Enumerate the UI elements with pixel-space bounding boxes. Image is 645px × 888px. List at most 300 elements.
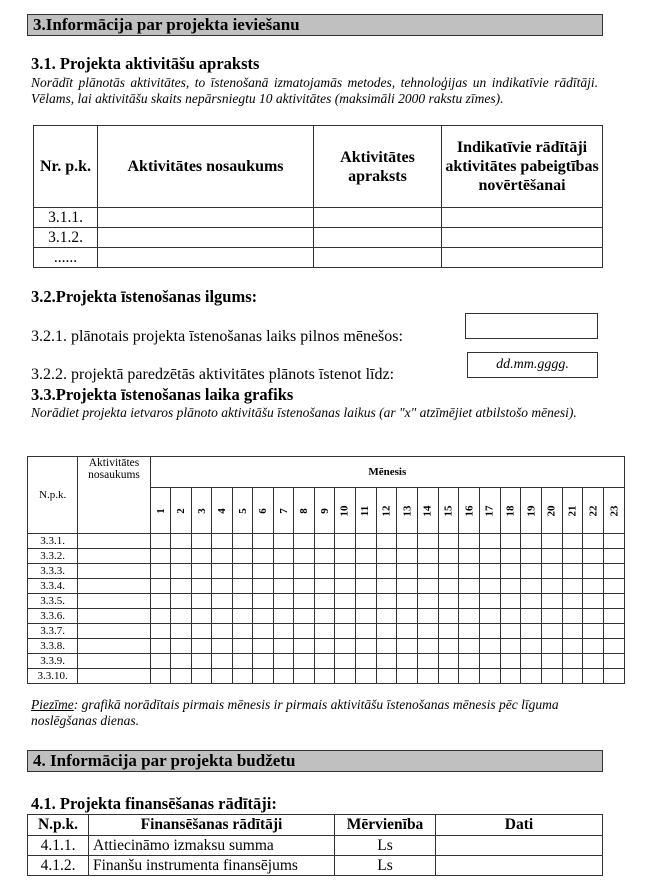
month-cell[interactable] (171, 549, 192, 564)
month-cell[interactable] (479, 594, 500, 609)
month-cell[interactable] (500, 609, 521, 624)
month-cell[interactable] (314, 609, 335, 624)
month-cell[interactable] (376, 579, 397, 594)
month-cell[interactable] (397, 669, 418, 684)
activity-description-cell[interactable] (314, 248, 442, 268)
month-cell[interactable] (171, 564, 192, 579)
month-cell[interactable] (542, 639, 563, 654)
month-cell[interactable] (438, 639, 459, 654)
month-header-20: 20 (542, 488, 563, 534)
month-cell[interactable] (583, 564, 604, 579)
month-cell[interactable] (150, 654, 171, 669)
month-cell[interactable] (150, 564, 171, 579)
month-cell[interactable] (253, 594, 274, 609)
month-cell[interactable] (355, 579, 376, 594)
indicators-cell[interactable] (442, 228, 603, 248)
month-cell[interactable] (459, 624, 480, 639)
month-cell[interactable] (583, 579, 604, 594)
month-cell[interactable] (397, 594, 418, 609)
month-cell[interactable] (335, 654, 356, 669)
month-cell[interactable] (521, 624, 542, 639)
month-cell[interactable] (150, 609, 171, 624)
month-cell[interactable] (479, 609, 500, 624)
col-header-month: Mēnesis (150, 457, 624, 488)
indicators-cell[interactable] (442, 248, 603, 268)
month-cell[interactable] (542, 594, 563, 609)
month-cell[interactable] (314, 549, 335, 564)
month-cell[interactable] (191, 564, 212, 579)
month-cell[interactable] (191, 609, 212, 624)
month-header-8: 8 (294, 488, 315, 534)
month-cell[interactable] (479, 534, 500, 549)
month-cell[interactable] (335, 609, 356, 624)
month-cell[interactable] (314, 624, 335, 639)
month-cell[interactable] (397, 549, 418, 564)
month-cell[interactable] (150, 639, 171, 654)
month-cell[interactable] (521, 579, 542, 594)
month-cell[interactable] (314, 669, 335, 684)
month-cell[interactable] (191, 579, 212, 594)
month-cell[interactable] (500, 639, 521, 654)
month-cell[interactable] (191, 639, 212, 654)
activity-description-cell[interactable] (314, 208, 442, 228)
activity-name-cell[interactable] (98, 248, 314, 268)
activity-name-cell[interactable] (78, 624, 150, 639)
month-cell[interactable] (253, 549, 274, 564)
month-cell[interactable] (355, 609, 376, 624)
month-cell[interactable] (542, 654, 563, 669)
row-number: 3.3.10. (28, 669, 78, 684)
month-cell[interactable] (232, 579, 253, 594)
month-cell[interactable] (253, 609, 274, 624)
month-cell[interactable] (583, 639, 604, 654)
row-number: 3.3.3. (28, 564, 78, 579)
indicators-cell[interactable] (442, 208, 603, 228)
month-cell[interactable] (459, 639, 480, 654)
month-cell[interactable] (583, 609, 604, 624)
month-cell[interactable] (438, 654, 459, 669)
month-cell[interactable] (397, 579, 418, 594)
month-cell[interactable] (521, 609, 542, 624)
row-number: 3.1.1. (34, 208, 98, 228)
month-cell[interactable] (191, 594, 212, 609)
month-cell[interactable] (521, 564, 542, 579)
month-cell[interactable] (583, 534, 604, 549)
section-3-3-title: 3.3.Projekta īstenošanas laika grafiks (31, 385, 294, 404)
month-cell[interactable] (417, 639, 438, 654)
month-cell[interactable] (355, 564, 376, 579)
month-cell[interactable] (150, 624, 171, 639)
month-cell[interactable] (314, 579, 335, 594)
month-cell[interactable] (604, 534, 625, 549)
activity-name-cell[interactable] (78, 609, 150, 624)
activity-name-cell[interactable] (78, 579, 150, 594)
month-cell[interactable] (500, 669, 521, 684)
month-cell[interactable] (150, 669, 171, 684)
month-cell[interactable] (438, 594, 459, 609)
col-header-activity-description: Aktivitātes apraksts (314, 126, 442, 208)
month-header-7: 7 (273, 488, 294, 534)
month-cell[interactable] (294, 564, 315, 579)
table-row (34, 208, 603, 228)
month-cell[interactable] (150, 579, 171, 594)
month-cell[interactable] (376, 669, 397, 684)
month-cell[interactable] (604, 594, 625, 609)
schedule-footnote (31, 697, 598, 729)
month-cell[interactable] (479, 624, 500, 639)
month-cell[interactable] (150, 594, 171, 609)
month-cell[interactable] (500, 624, 521, 639)
row-number: 3.3.1. (28, 534, 78, 549)
month-cell[interactable] (191, 534, 212, 549)
month-cell[interactable] (438, 579, 459, 594)
month-cell[interactable] (314, 654, 335, 669)
month-cell[interactable] (294, 639, 315, 654)
col-header-npk: N.p.k. (28, 815, 89, 836)
activity-name-cell[interactable] (78, 654, 150, 669)
month-cell[interactable] (273, 639, 294, 654)
month-cell[interactable] (604, 669, 625, 684)
month-cell[interactable] (417, 579, 438, 594)
month-cell[interactable] (150, 534, 171, 549)
month-cell[interactable] (562, 654, 583, 669)
month-cell[interactable] (583, 594, 604, 609)
month-header-12: 12 (376, 488, 397, 534)
month-cell[interactable] (212, 654, 233, 669)
month-cell[interactable] (314, 594, 335, 609)
month-cell[interactable] (335, 624, 356, 639)
table-row (28, 594, 625, 609)
month-cell[interactable] (253, 639, 274, 654)
month-cell[interactable] (212, 564, 233, 579)
month-cell[interactable] (273, 579, 294, 594)
end-date-input[interactable]: dd.mm.gggg. (467, 352, 598, 378)
month-cell[interactable] (150, 549, 171, 564)
col-header-indicators: Indikatīvie rādītāji aktivitātes pabeigtības novērtēšanai (442, 126, 603, 208)
month-cell[interactable] (479, 639, 500, 654)
month-cell[interactable] (273, 549, 294, 564)
month-header-18: 18 (500, 488, 521, 534)
table-row (28, 564, 625, 579)
month-cell[interactable] (191, 549, 212, 564)
month-cell[interactable] (253, 579, 274, 594)
value-cell[interactable] (436, 836, 603, 856)
table-row (28, 534, 625, 549)
month-cell[interactable] (273, 654, 294, 669)
activity-name-cell[interactable] (78, 564, 150, 579)
section-3-header: 3.Informācija par projekta ieviešanu (27, 14, 603, 36)
col-header-npk: N.p.k. (28, 457, 78, 534)
month-cell[interactable] (562, 669, 583, 684)
month-cell[interactable] (500, 654, 521, 669)
month-cell[interactable] (417, 624, 438, 639)
month-cell[interactable] (376, 624, 397, 639)
month-cell[interactable] (253, 534, 274, 549)
month-cell[interactable] (542, 564, 563, 579)
month-cell[interactable] (212, 549, 233, 564)
month-cell[interactable] (171, 624, 192, 639)
month-cell[interactable] (479, 564, 500, 579)
row-number: 3.3.9. (28, 654, 78, 669)
month-cell[interactable] (294, 534, 315, 549)
month-cell[interactable] (335, 549, 356, 564)
col-header-data: Dati (436, 815, 603, 836)
month-cell[interactable] (335, 534, 356, 549)
month-cell[interactable] (500, 594, 521, 609)
table-row (28, 856, 603, 876)
month-cell[interactable] (459, 534, 480, 549)
month-cell[interactable] (376, 534, 397, 549)
month-header-23: 23 (604, 488, 625, 534)
duration-months-input[interactable] (465, 313, 598, 339)
activity-name-cell[interactable] (98, 228, 314, 248)
month-cell[interactable] (479, 579, 500, 594)
month-cell[interactable] (232, 624, 253, 639)
month-cell[interactable] (273, 669, 294, 684)
month-cell[interactable] (273, 609, 294, 624)
month-header-19: 19 (521, 488, 542, 534)
month-cell[interactable] (604, 579, 625, 594)
month-cell[interactable] (232, 639, 253, 654)
activity-name-cell[interactable] (98, 208, 314, 228)
activity-name-cell[interactable] (78, 669, 150, 684)
month-cell[interactable] (438, 624, 459, 639)
section-4-header: 4. Informācija par projekta budžetu (27, 750, 603, 772)
month-cell[interactable] (232, 564, 253, 579)
month-cell[interactable] (604, 654, 625, 669)
month-cell[interactable] (232, 669, 253, 684)
month-cell[interactable] (355, 549, 376, 564)
month-cell[interactable] (583, 654, 604, 669)
month-cell[interactable] (459, 609, 480, 624)
month-cell[interactable] (335, 639, 356, 654)
month-cell[interactable] (438, 669, 459, 684)
unit: Ls (335, 836, 436, 856)
month-cell[interactable] (273, 594, 294, 609)
month-header-10: 10 (335, 488, 356, 534)
month-cell[interactable] (171, 609, 192, 624)
month-cell[interactable] (273, 564, 294, 579)
activity-name-cell[interactable] (78, 534, 150, 549)
month-cell[interactable] (212, 579, 233, 594)
month-cell[interactable] (459, 654, 480, 669)
month-cell[interactable] (212, 594, 233, 609)
month-cell[interactable] (212, 639, 233, 654)
month-cell[interactable] (355, 624, 376, 639)
month-cell[interactable] (171, 594, 192, 609)
month-cell[interactable] (417, 609, 438, 624)
month-cell[interactable] (376, 654, 397, 669)
month-cell[interactable] (376, 549, 397, 564)
month-cell[interactable] (542, 549, 563, 564)
month-cell[interactable] (397, 609, 418, 624)
month-cell[interactable] (171, 579, 192, 594)
financing-table (27, 814, 603, 876)
col-header-unit: Mērvienība (335, 815, 436, 836)
month-cell[interactable] (562, 624, 583, 639)
month-cell[interactable] (562, 579, 583, 594)
month-cell[interactable] (459, 669, 480, 684)
month-cell[interactable] (562, 534, 583, 549)
month-cell[interactable] (542, 609, 563, 624)
month-cell[interactable] (294, 654, 315, 669)
month-cell[interactable] (212, 669, 233, 684)
month-cell[interactable] (212, 534, 233, 549)
section-3-1-title: 3.1. Projekta aktivitāšu apraksts (31, 54, 260, 73)
month-cell[interactable] (191, 669, 212, 684)
month-header-6: 6 (253, 488, 274, 534)
month-cell[interactable] (191, 624, 212, 639)
month-cell[interactable] (479, 549, 500, 564)
month-cell[interactable] (521, 654, 542, 669)
month-cell[interactable] (604, 549, 625, 564)
activity-description-cell[interactable] (314, 228, 442, 248)
footnote-label: Piezīme (31, 697, 74, 712)
month-cell[interactable] (521, 534, 542, 549)
month-cell[interactable] (562, 609, 583, 624)
month-cell[interactable] (171, 654, 192, 669)
month-cell[interactable] (355, 639, 376, 654)
month-cell[interactable] (500, 579, 521, 594)
month-header-15: 15 (438, 488, 459, 534)
month-cell[interactable] (355, 654, 376, 669)
month-cell[interactable] (479, 654, 500, 669)
month-cell[interactable] (521, 639, 542, 654)
month-cell[interactable] (438, 564, 459, 579)
month-cell[interactable] (355, 669, 376, 684)
table-row (28, 624, 625, 639)
month-cell[interactable] (397, 639, 418, 654)
month-cell[interactable] (314, 534, 335, 549)
month-header-2: 2 (171, 488, 192, 534)
month-cell[interactable] (253, 669, 274, 684)
month-cell[interactable] (438, 549, 459, 564)
month-header-9: 9 (314, 488, 335, 534)
activities-table (33, 125, 603, 268)
month-cell[interactable] (376, 639, 397, 654)
month-cell[interactable] (459, 564, 480, 579)
month-cell[interactable] (417, 594, 438, 609)
month-cell[interactable] (294, 624, 315, 639)
month-cell[interactable] (355, 594, 376, 609)
month-cell[interactable] (376, 564, 397, 579)
schedule-table (27, 456, 625, 684)
month-cell[interactable] (583, 549, 604, 564)
month-cell[interactable] (562, 639, 583, 654)
month-cell[interactable] (417, 669, 438, 684)
month-cell[interactable] (542, 669, 563, 684)
month-cell[interactable] (604, 609, 625, 624)
month-cell[interactable] (253, 654, 274, 669)
month-cell[interactable] (542, 579, 563, 594)
month-cell[interactable] (604, 564, 625, 579)
month-cell[interactable] (376, 609, 397, 624)
month-cell[interactable] (212, 624, 233, 639)
month-cell[interactable] (562, 549, 583, 564)
table-row (28, 669, 625, 684)
month-cell[interactable] (232, 549, 253, 564)
month-cell[interactable] (335, 579, 356, 594)
month-cell[interactable] (335, 669, 356, 684)
month-cell[interactable] (294, 669, 315, 684)
month-cell[interactable] (171, 639, 192, 654)
month-cell[interactable] (273, 624, 294, 639)
month-cell[interactable] (191, 654, 212, 669)
month-cell[interactable] (397, 534, 418, 549)
month-cell[interactable] (500, 564, 521, 579)
month-cell[interactable] (232, 594, 253, 609)
month-cell[interactable] (438, 609, 459, 624)
month-cell[interactable] (212, 609, 233, 624)
month-cell[interactable] (232, 609, 253, 624)
month-cell[interactable] (232, 534, 253, 549)
month-cell[interactable] (500, 534, 521, 549)
activity-name-cell[interactable] (78, 549, 150, 564)
month-cell[interactable] (604, 639, 625, 654)
month-cell[interactable] (604, 624, 625, 639)
row-number: 3.3.8. (28, 639, 78, 654)
month-cell[interactable] (500, 549, 521, 564)
month-cell[interactable] (479, 669, 500, 684)
month-cell[interactable] (171, 534, 192, 549)
month-header-14: 14 (417, 488, 438, 534)
month-cell[interactable] (376, 594, 397, 609)
month-cell[interactable] (583, 624, 604, 639)
month-cell[interactable] (562, 594, 583, 609)
month-cell[interactable] (335, 564, 356, 579)
activity-name-cell[interactable] (78, 594, 150, 609)
month-cell[interactable] (335, 594, 356, 609)
month-cell[interactable] (562, 564, 583, 579)
month-cell[interactable] (397, 624, 418, 639)
month-cell[interactable] (459, 579, 480, 594)
section-3-3-note: Norādiet projekta ietvaros plānoto aktivitāšu īstenošanas laikus (ar "x" atzīmējiet atbilstošo mēnesi). (31, 405, 577, 420)
month-cell[interactable] (314, 564, 335, 579)
month-cell[interactable] (253, 564, 274, 579)
month-cell[interactable] (438, 534, 459, 549)
month-cell[interactable] (521, 594, 542, 609)
col-header-activity-name: Aktivitātes nosaukums (78, 457, 150, 534)
month-cell[interactable] (397, 654, 418, 669)
month-cell[interactable] (459, 549, 480, 564)
month-cell[interactable] (253, 624, 274, 639)
month-cell[interactable] (273, 534, 294, 549)
indicator-name: Attiecināmo izmaksu summa (89, 836, 335, 856)
month-cell[interactable] (294, 609, 315, 624)
month-cell[interactable] (542, 624, 563, 639)
month-cell[interactable] (417, 549, 438, 564)
activity-name-cell[interactable] (78, 639, 150, 654)
month-cell[interactable] (417, 564, 438, 579)
value-cell[interactable] (436, 856, 603, 876)
month-cell[interactable] (294, 549, 315, 564)
table-row (28, 639, 625, 654)
month-cell[interactable] (294, 579, 315, 594)
month-cell[interactable] (417, 534, 438, 549)
month-cell[interactable] (521, 549, 542, 564)
month-cell[interactable] (355, 534, 376, 549)
month-cell[interactable] (314, 639, 335, 654)
month-cell[interactable] (459, 594, 480, 609)
month-cell[interactable] (583, 669, 604, 684)
month-cell[interactable] (232, 654, 253, 669)
month-cell[interactable] (171, 669, 192, 684)
month-cell[interactable] (521, 669, 542, 684)
month-cell[interactable] (417, 654, 438, 669)
month-cell[interactable] (542, 534, 563, 549)
month-cell[interactable] (294, 594, 315, 609)
month-cell[interactable] (397, 564, 418, 579)
